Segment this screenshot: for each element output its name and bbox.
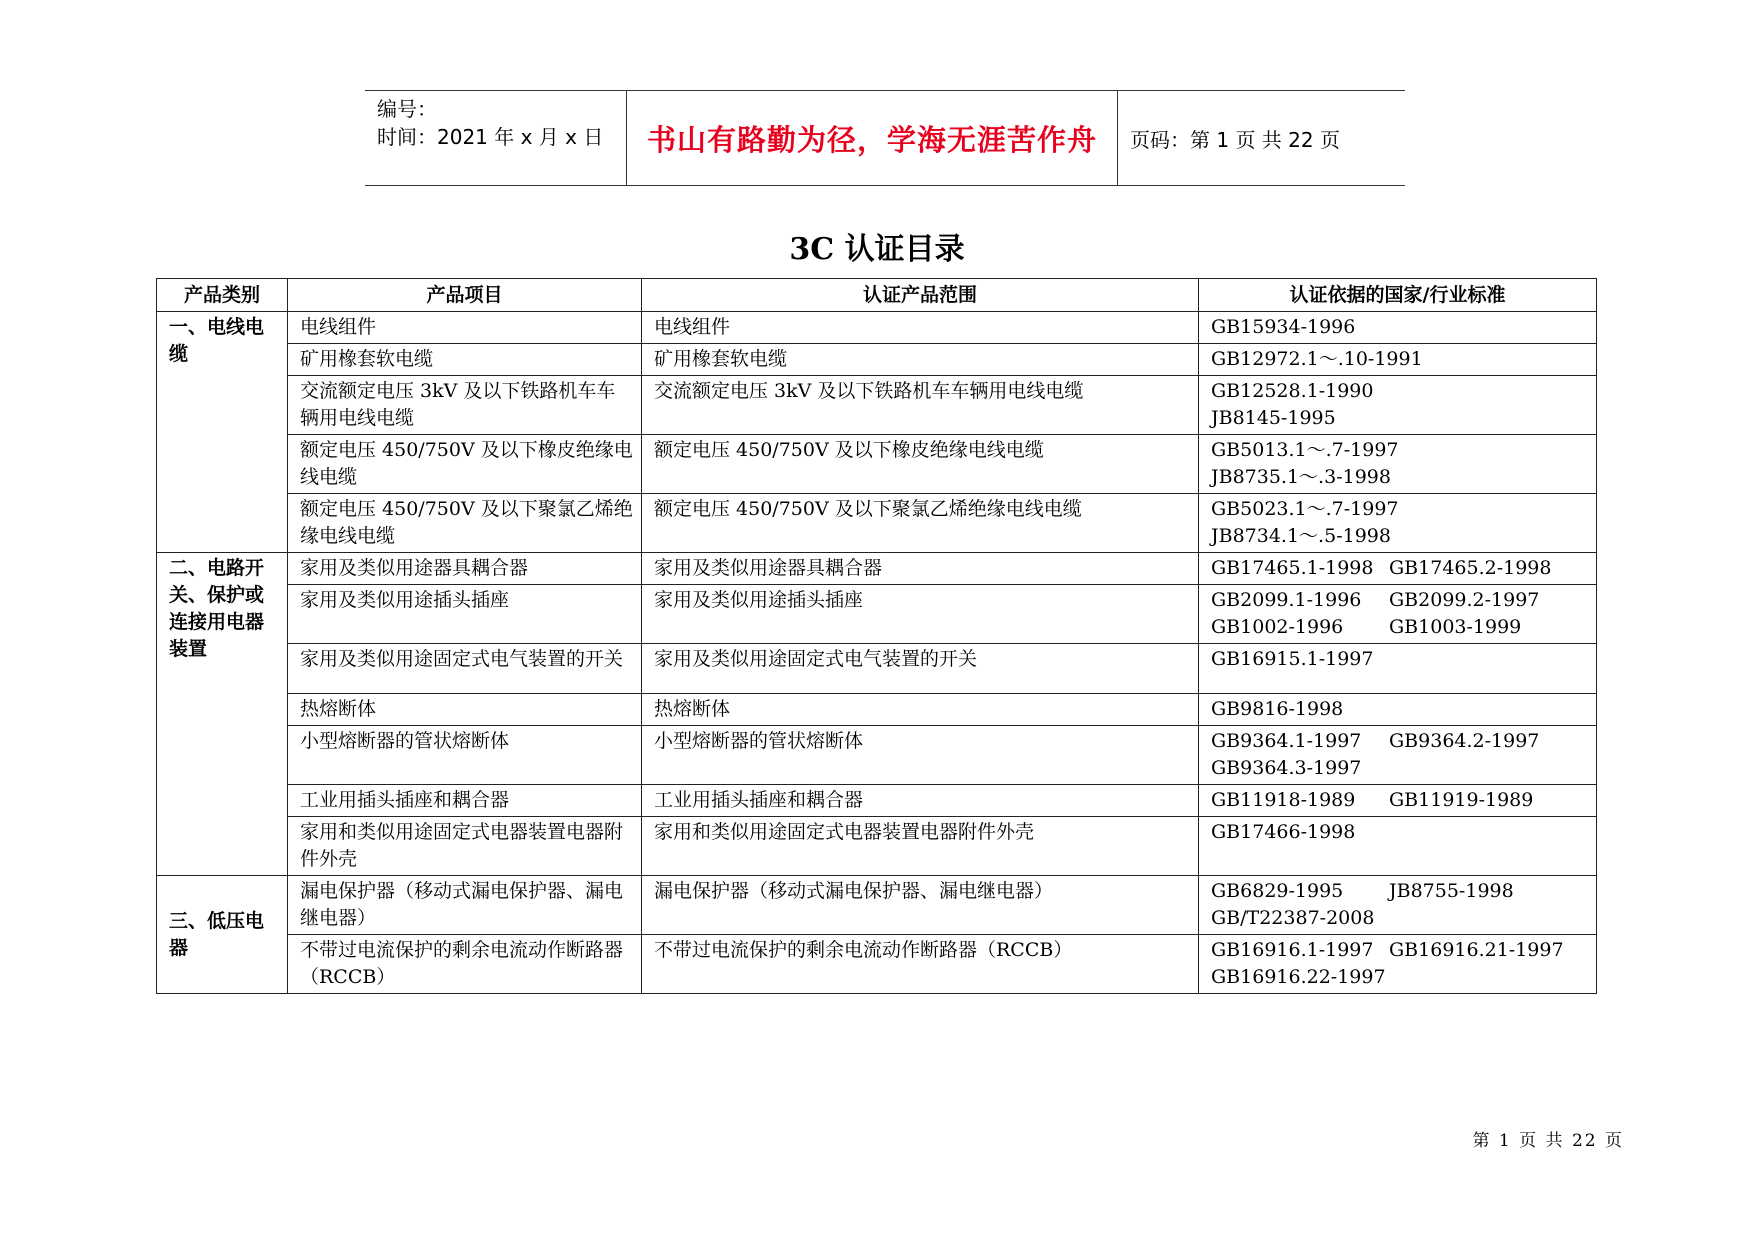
standards-line [1211, 464, 1588, 491]
standards-cell [1199, 553, 1597, 585]
standard-code: GB9364.2-1997 [1389, 730, 1540, 752]
column-header: 产品项目 [288, 279, 642, 312]
header-page-code: 页码：第 1 页 共 22 页 [1130, 127, 1340, 152]
product-item-cell: 矿用橡套软电缆 [288, 344, 642, 376]
certified-scope-cell: 额定电压 450/750V 及以下橡皮绝缘电线电缆 [642, 435, 1199, 494]
standard-code: GB2099.1-1996 [1211, 589, 1362, 611]
certified-scope-cell: 矿用橡套软电缆 [642, 344, 1199, 376]
product-item-cell: 额定电压 450/750V 及以下聚氯乙烯绝缘电线电缆 [288, 494, 642, 553]
standards-line [1211, 819, 1588, 846]
document-header [365, 90, 1405, 186]
category-cell: 三、低压电器 [157, 876, 288, 994]
header-meta [365, 91, 627, 185]
certified-scope-cell: 工业用插头插座和耦合器 [642, 785, 1199, 817]
standards-cell [1199, 344, 1597, 376]
document-number-label: 编号： [377, 97, 437, 121]
standard-code: GB9364.1-1997 [1211, 730, 1362, 752]
standard-code: JB8734.1～.5-1998 [1211, 525, 1391, 547]
table-row [157, 494, 1597, 553]
certified-scope-cell: 电线组件 [642, 312, 1199, 344]
standard-code: GB9816-1998 [1211, 698, 1344, 720]
certified-scope-cell: 家用及类似用途固定式电气装置的开关 [642, 644, 1199, 694]
column-header: 认证产品范围 [642, 279, 1199, 312]
standards-cell [1199, 494, 1597, 553]
standard-code: GB11919-1989 [1389, 789, 1534, 811]
standard-code: JB8735.1～.3-1998 [1211, 466, 1391, 488]
standard-code: GB2099.2-1997 [1389, 589, 1540, 611]
standard-code: GB16915.1-1997 [1211, 648, 1374, 670]
standard-code: GB11918-1989 [1211, 789, 1356, 811]
standards-line [1211, 755, 1588, 782]
column-header: 认证依据的国家/行业标准 [1199, 279, 1597, 312]
standards-cell [1199, 817, 1597, 876]
standard-code: GB17465.1-1998 [1211, 557, 1374, 579]
standards-cell [1199, 376, 1597, 435]
product-item-cell: 家用及类似用途器具耦合器 [288, 553, 642, 585]
standards-line [1211, 555, 1588, 582]
standards-line [1211, 937, 1588, 964]
standards-cell [1199, 876, 1597, 935]
standards-cell [1199, 312, 1597, 344]
table-row [157, 817, 1597, 876]
standard-code: GB6829-1995 [1211, 880, 1344, 902]
category-cell: 二、电路开关、保护或连接用电器装置 [157, 553, 288, 876]
certification-table [156, 278, 1597, 994]
product-item-cell: 电线组件 [288, 312, 642, 344]
standards-line [1211, 314, 1588, 341]
document-time: 时间：2021 年 x 月 x 日 [377, 125, 604, 149]
table-row [157, 726, 1597, 785]
table-body [157, 312, 1597, 994]
standard-code: GB17466-1998 [1211, 821, 1356, 843]
standards-cell [1199, 644, 1597, 694]
page-footer: 第 1 页 共 22 页 [1472, 1131, 1624, 1151]
certified-scope-cell: 热熔断体 [642, 694, 1199, 726]
standard-code: GB17465.2-1998 [1389, 557, 1552, 579]
category-cell: 一、电线电缆 [157, 312, 288, 553]
standard-code: GB5023.1～.7-1997 [1211, 498, 1399, 520]
certified-scope-cell: 交流额定电压 3kV 及以下铁路机车车辆用电线电缆 [642, 376, 1199, 435]
standard-code: GB5013.1～.7-1997 [1211, 439, 1399, 461]
standards-line [1211, 787, 1588, 814]
standards-line [1211, 587, 1588, 614]
product-item-cell: 小型熔断器的管状熔断体 [288, 726, 642, 785]
standards-line [1211, 878, 1588, 905]
table-row [157, 344, 1597, 376]
standards-cell [1199, 694, 1597, 726]
product-item-cell: 工业用插头插座和耦合器 [288, 785, 642, 817]
product-item-cell: 家用及类似用途固定式电气装置的开关 [288, 644, 642, 694]
standards-line [1211, 523, 1588, 550]
standard-code: JB8755-1998 [1389, 880, 1514, 902]
standard-code: GB1003-1999 [1389, 616, 1522, 638]
product-item-cell: 家用及类似用途插头插座 [288, 585, 642, 644]
standards-line [1211, 378, 1588, 405]
standards-line [1211, 905, 1588, 932]
product-item-cell: 交流额定电压 3kV 及以下铁路机车车辆用电线电缆 [288, 376, 642, 435]
standards-line [1211, 437, 1588, 464]
standards-line [1211, 614, 1588, 641]
table-row [157, 876, 1597, 935]
standards-cell [1199, 726, 1597, 785]
table-row [157, 785, 1597, 817]
certified-scope-cell: 额定电压 450/750V 及以下聚氯乙烯绝缘电线电缆 [642, 494, 1199, 553]
standard-code: GB12528.1-1990 [1211, 380, 1374, 402]
table-row [157, 312, 1597, 344]
standards-line [1211, 346, 1588, 373]
standards-cell [1199, 435, 1597, 494]
standards-cell [1199, 935, 1597, 994]
product-item-cell: 热熔断体 [288, 694, 642, 726]
standards-line [1211, 964, 1588, 991]
table-row [157, 694, 1597, 726]
header-motto: 书山有路勤为径，学海无涯苦作舟 [627, 91, 1118, 185]
certified-scope-cell: 小型熔断器的管状熔断体 [642, 726, 1199, 785]
standard-code: GB1002-1996 [1211, 616, 1344, 638]
standard-code: GB15934-1996 [1211, 316, 1356, 338]
product-item-cell: 额定电压 450/750V 及以下橡皮绝缘电线电缆 [288, 435, 642, 494]
standards-line [1211, 696, 1588, 723]
standard-code: GB12972.1～.10-1991 [1211, 348, 1423, 370]
certified-scope-cell: 家用和类似用途固定式电器装置电器附件外壳 [642, 817, 1199, 876]
product-item-cell: 不带过电流保护的剩余电流动作断路器（RCCB） [288, 935, 642, 994]
standard-code: GB16916.22-1997 [1211, 966, 1386, 988]
table-row [157, 435, 1597, 494]
standards-line [1211, 496, 1588, 523]
standards-line [1211, 405, 1588, 432]
standards-line [1211, 728, 1588, 755]
standard-code: GB9364.3-1997 [1211, 757, 1362, 779]
standards-line [1211, 646, 1588, 673]
standard-code: JB8145-1995 [1211, 407, 1336, 429]
table-row [157, 644, 1597, 694]
standards-cell [1199, 785, 1597, 817]
table-row [157, 376, 1597, 435]
certified-scope-cell: 家用及类似用途器具耦合器 [642, 553, 1199, 585]
table-header-row [157, 279, 1597, 312]
standard-code: GB16916.1-1997 [1211, 939, 1374, 961]
certified-scope-cell: 漏电保护器（移动式漏电保护器、漏电继电器） [642, 876, 1199, 935]
page-title: 3C 认证目录 [789, 232, 965, 267]
certified-scope-cell: 家用及类似用途插头插座 [642, 585, 1199, 644]
table-row [157, 935, 1597, 994]
standard-code: GB16916.21-1997 [1389, 939, 1564, 961]
table-row [157, 553, 1597, 585]
standards-cell [1199, 585, 1597, 644]
product-item-cell: 漏电保护器（移动式漏电保护器、漏电继电器） [288, 876, 642, 935]
standard-code: GB/T22387-2008 [1211, 907, 1375, 929]
product-item-cell: 家用和类似用途固定式电器装置电器附件外壳 [288, 817, 642, 876]
column-header: 产品类别 [157, 279, 288, 312]
table-row [157, 585, 1597, 644]
certified-scope-cell: 不带过电流保护的剩余电流动作断路器（RCCB） [642, 935, 1199, 994]
